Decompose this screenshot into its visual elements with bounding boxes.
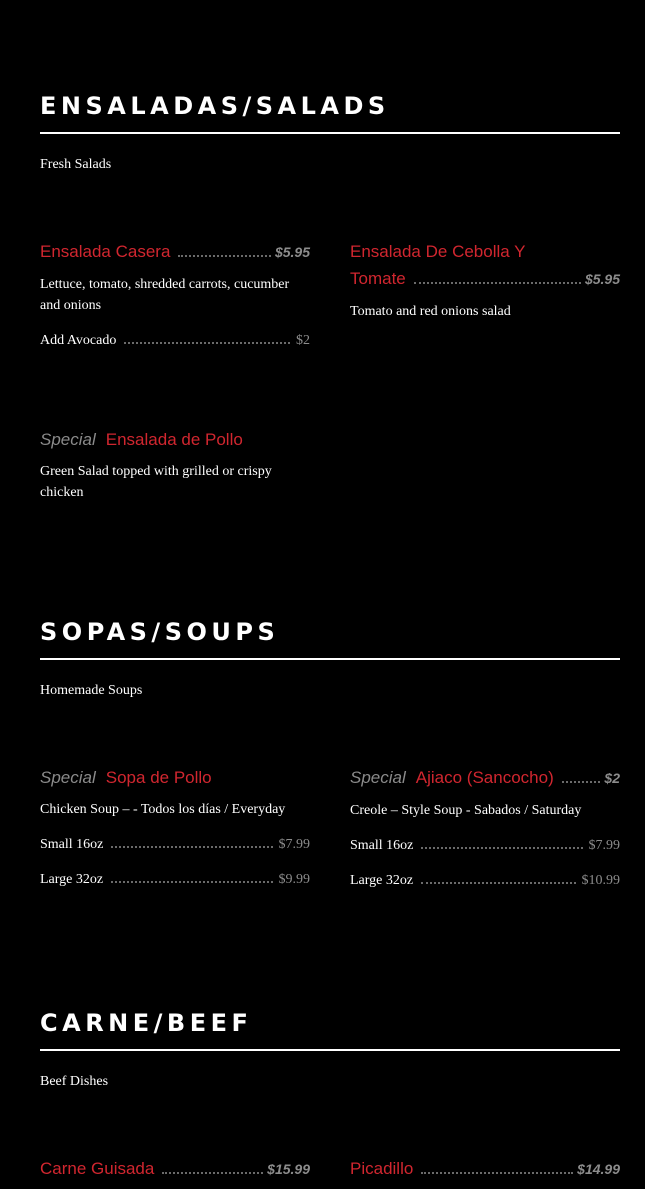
item-name: Picadillo [350,1159,414,1178]
option-label: Small 16oz [40,837,104,852]
item-name: Carne Guisada [40,1159,155,1178]
option-label: Small 16oz [350,838,414,853]
section-title: CARNE/BEEF [40,1009,253,1037]
item-option-large [40,869,310,890]
item-name-line2: Tomate [350,269,406,288]
dot-leader [124,342,290,344]
section-beef [40,1009,620,1091]
item-option-large [350,870,620,891]
dot-leader [421,1172,573,1174]
item-name: Ajiaco (Sancocho) [415,768,554,787]
item-price: $2 [604,770,620,786]
option-price: $9.99 [278,872,310,887]
dot-leader [111,846,272,848]
item-price: $14.99 [577,1161,620,1177]
section-title: ENSALADAS/SALADS [40,92,390,120]
dot-leader [414,282,581,284]
dot-leader [178,255,271,257]
item-option-small [40,834,310,855]
section-description: Fresh Salads [40,157,112,172]
special-tag: Special [40,430,96,449]
section-title: SOPAS/SOUPS [40,618,280,646]
section-soups [40,618,620,700]
option-price: $7.99 [278,837,310,852]
section-description: Beef Dishes [40,1074,109,1089]
menu-item-carne-guisada [40,1155,310,1183]
section-divider [40,658,620,660]
menu-item-ajiaco [350,764,620,891]
item-option-avocado [40,330,310,351]
option-label: Add Avocado [40,333,117,348]
section-divider [40,1049,620,1051]
dot-leader [562,781,601,783]
section-salads [40,92,620,174]
menu-item-ensalada-cebolla [350,238,620,322]
menu-item-sopa-pollo [40,764,310,890]
menu-item-ensalada-pollo [40,426,310,503]
section-divider [40,132,620,134]
item-name: Sopa de Pollo [105,768,212,787]
dot-leader [111,881,272,883]
item-description: Tomato and red onions salad [350,304,511,319]
item-price: $5.95 [584,271,620,287]
item-name-line1: Ensalada De Cebolla Y [350,242,526,261]
special-tag: Special [40,768,96,787]
item-price: $15.99 [267,1161,310,1177]
dot-leader [162,1172,263,1174]
option-price: $10.99 [581,873,620,888]
dot-leader [421,882,575,884]
menu-item-ensalada-casera [40,238,310,351]
dot-leader [421,847,582,849]
item-description: Green Salad topped with grilled or crispy chicken [40,464,272,500]
option-price: $2 [296,333,310,348]
item-description: Lettuce, tomato, shredded carrots, cucumber and onions [40,277,290,313]
option-label: Large 32oz [40,872,104,887]
item-description: Creole – Style Soup - Sabados / Saturday [350,803,582,818]
item-option-small [350,835,620,856]
option-price: $7.99 [588,838,620,853]
item-name: Ensalada de Pollo [105,430,243,449]
special-tag: Special [350,768,406,787]
option-label: Large 32oz [350,873,414,888]
item-name: Ensalada Casera [40,242,171,261]
item-description: Chicken Soup – - Todos los días / Everyday [40,802,286,817]
section-description: Homemade Soups [40,683,143,698]
menu-item-picadillo [350,1155,620,1183]
item-price: $5.95 [274,244,310,260]
